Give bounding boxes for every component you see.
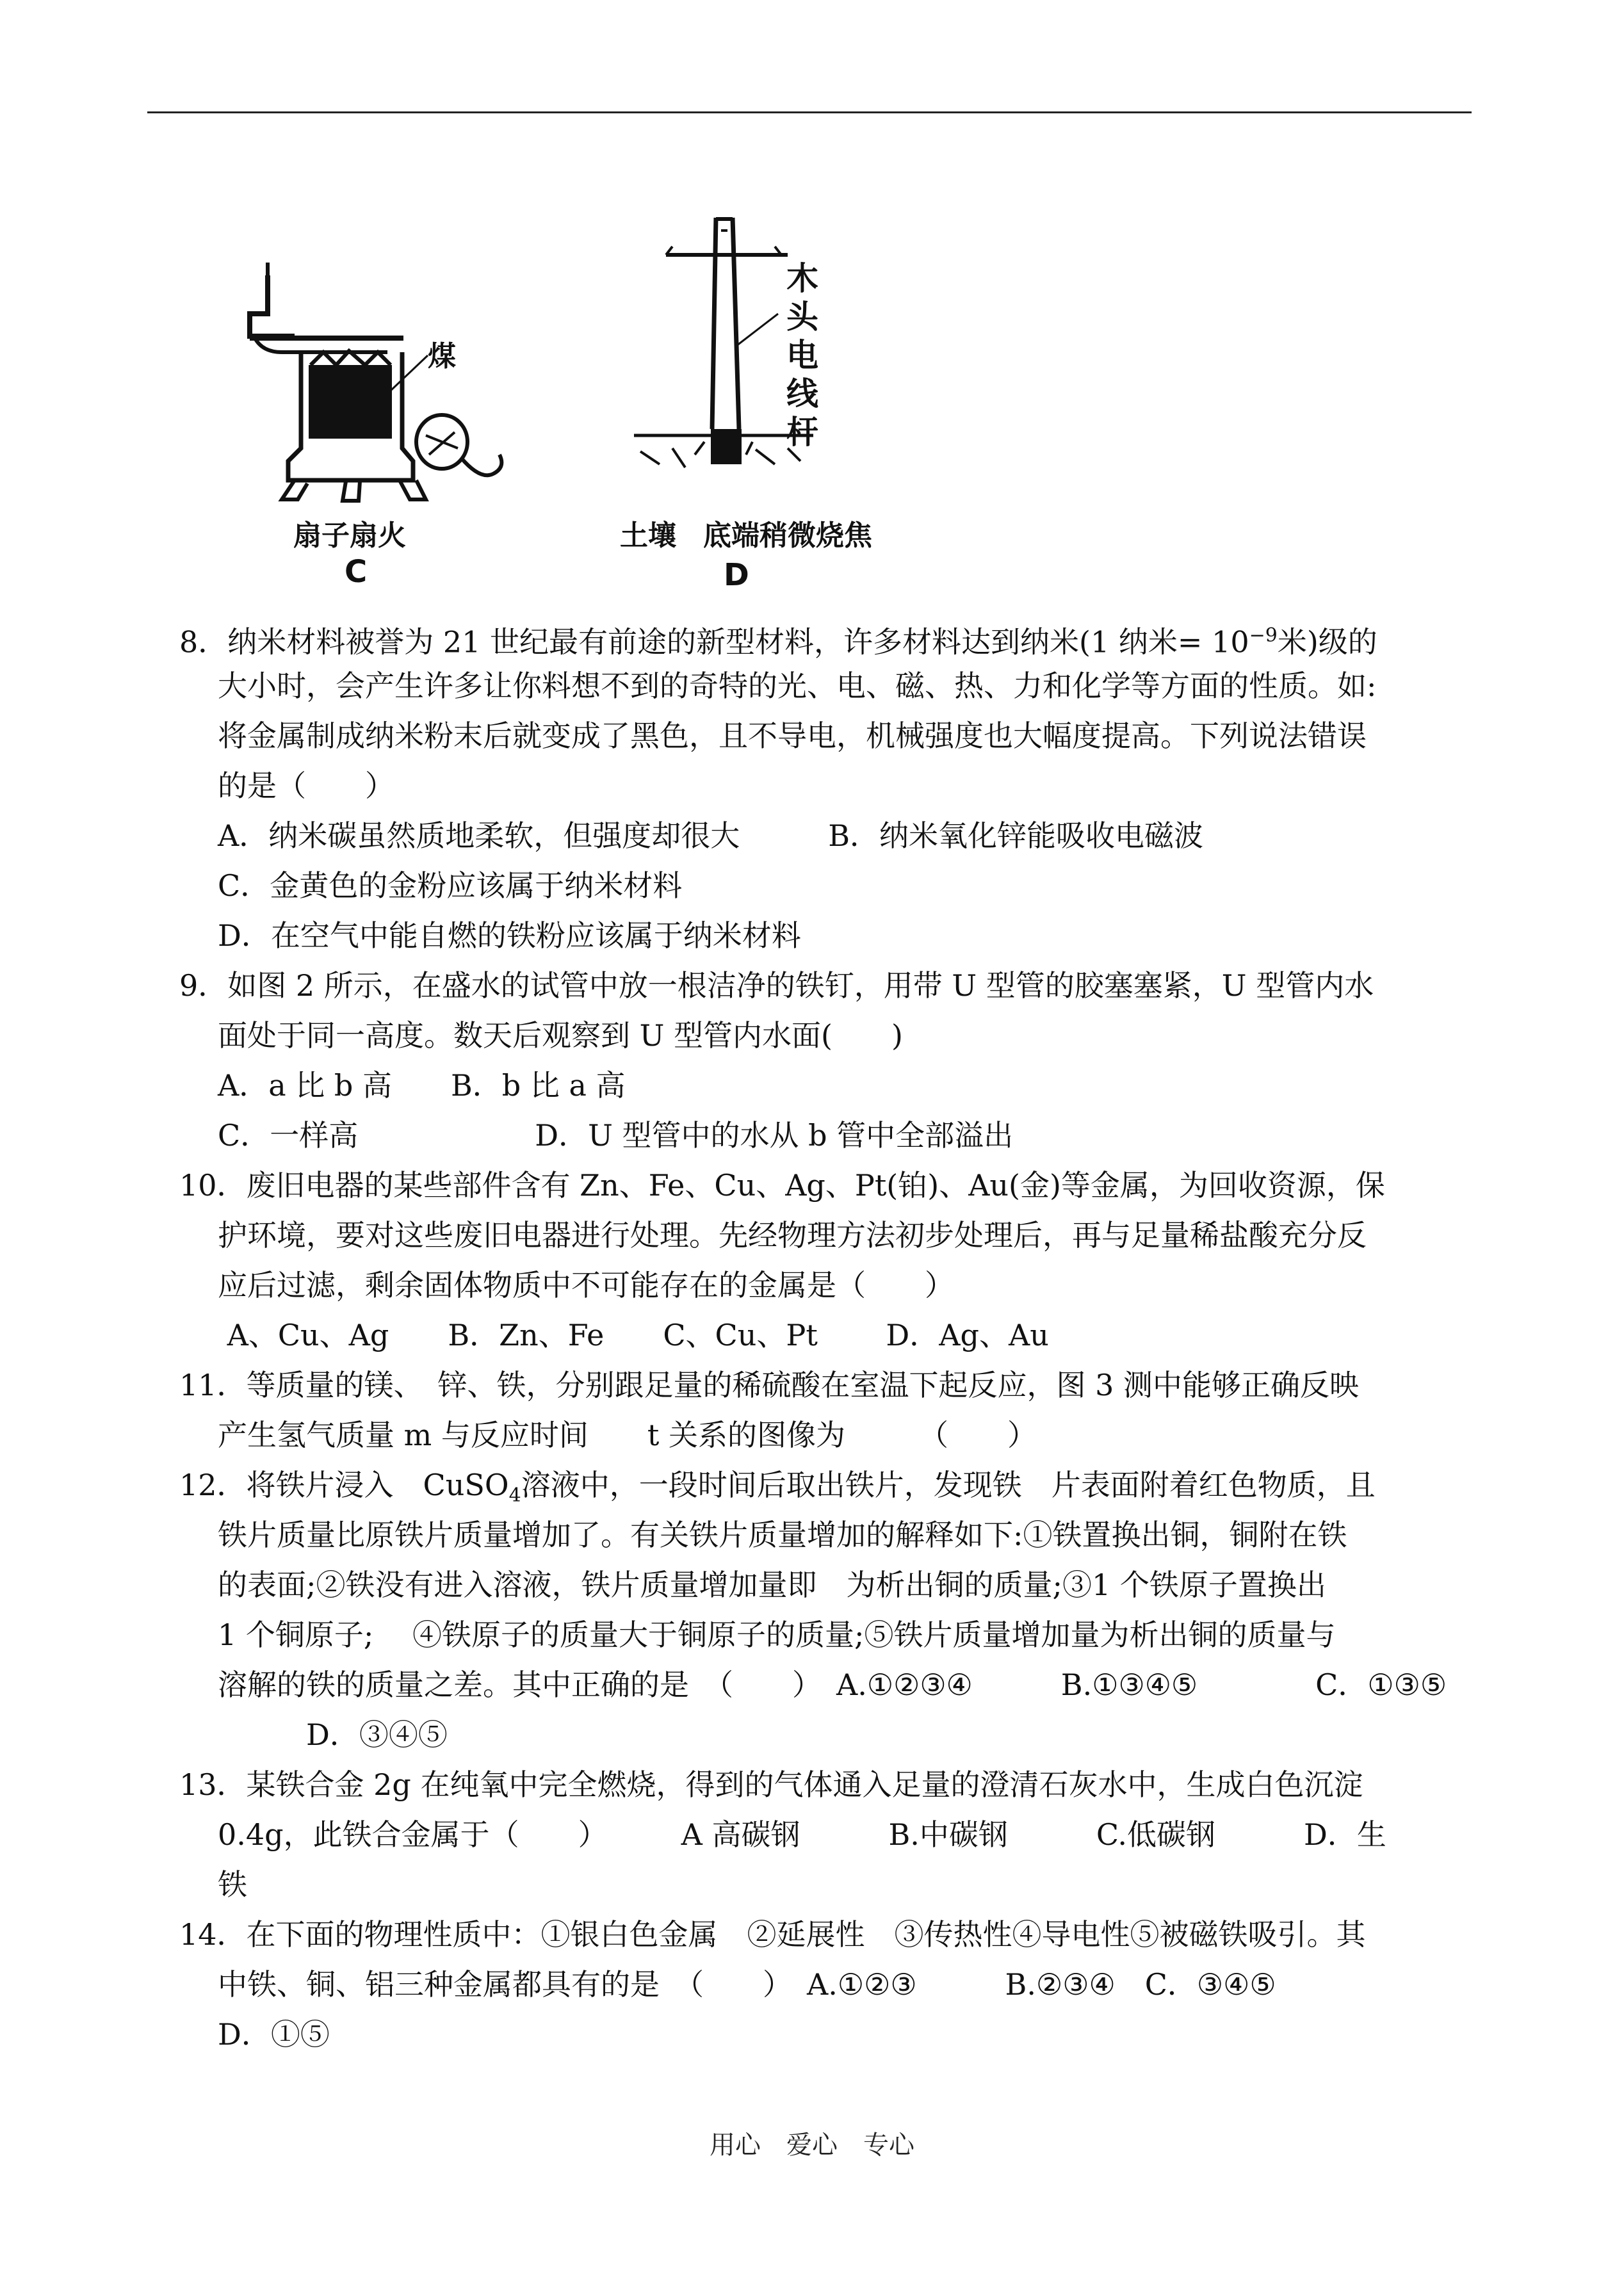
q12-line-3: 的表面;②铁没有进入溶液，铁片质量增加量即 为析出铜的质量;③1 个铁原子置换出 [218, 1568, 1326, 1602]
charred-bottom-label: 底端稍微烧焦 [703, 519, 872, 552]
q11-text-1: 等质量的镁、 锌、铁，分别跟足量的稀硫酸在室温下起反应，图 3 测中能够正确反映 [246, 1368, 1360, 1402]
q8-option-d: D．在空气中能自燃的铁粉应该属于纳米材料 [218, 918, 801, 953]
q12-line-1 [179, 1467, 1376, 1514]
q10-number: 10． [179, 1168, 247, 1203]
q14-number: 14． [179, 1917, 247, 1952]
q10-line-2: 护环境，要对这些废旧电器进行处理。先经物理方法初步处理后，再与足量稀盐酸充分反 [218, 1218, 1367, 1253]
figure-d [615, 211, 935, 596]
q12-line-2: 铁片质量比原铁片质量增加了。有关铁片质量增加的解释如下:①铁置换出铜，铜附在铁 [218, 1518, 1347, 1552]
q12-line-4: 1 个铜原子; ④铁原子的质量大于铜原子的质量;⑤铁片质量增加量为析出铜的质量与 [218, 1618, 1336, 1652]
q10-text-1: 废旧电器的某些部件含有 Zn、Fe、Cu、Ag、Pt(铂)、Au(金)等金属，为回收资源，保 [246, 1168, 1385, 1203]
q12-line-5: 溶解的铁的质量之差。其中正确的是 （ ） A.①②③④ B.①③④⑤ C．①③⑤ [218, 1667, 1447, 1702]
q9-option-ab: A．a 比 b 高 B．b 比 a 高 [218, 1068, 626, 1103]
q8-text-1b: 米)级的 [1277, 624, 1377, 660]
q13-line-3: 铁 [218, 1867, 247, 1902]
q8-line-3: 将金属制成纳米粉末后就变成了黑色，且不导电，机械强度也大幅度提高。下列说法错误 [218, 718, 1367, 753]
q8-line-4: 的是（ ） [218, 768, 394, 803]
pole-label-vertical: 木头电线杆 [786, 260, 818, 451]
q10-line-1 [179, 1167, 1385, 1203]
q10-line-3: 应后过滤，剩余固体物质中不可能存在的金属是（ ） [218, 1268, 954, 1302]
q14-line-1 [179, 1917, 1366, 1952]
figure-c-letter: C [345, 554, 368, 590]
q13-number: 13． [179, 1767, 247, 1802]
figure-c-caption: 扇子扇火 [293, 519, 406, 552]
figure-d-letter: D [724, 557, 749, 593]
q12-number: 12． [179, 1468, 247, 1502]
q13-line-1 [179, 1767, 1363, 1803]
coal-label: 煤 [428, 340, 456, 373]
q14-line-3: D．①⑤ [218, 2017, 330, 2052]
q12-text-1b: 溶液中，一段时间后取出铁片，发现铁 片表面附着红色物质，且 [521, 1468, 1376, 1502]
coal-stove-illustration [237, 263, 538, 519]
q8-option-c: C．金黄色的金粉应该属于纳米材料 [218, 868, 683, 903]
q13-line-2: 0.4g，此铁合金属于（ ） A 高碳钢 B.中碳钢 C.低碳钢 D．生 [218, 1817, 1386, 1852]
header-rule [147, 111, 1472, 113]
q12-line-6: D．③④⑤ [218, 1717, 448, 1752]
q8-line-2: 大小时，会产生许多让你料想不到的奇特的光、电、磁、热、力和化学等方面的性质。如: [218, 669, 1377, 703]
figure-c [237, 263, 538, 596]
q11-line-1 [179, 1367, 1359, 1403]
q14-line-2: 中铁、铜、铝三种金属都具有的是 （ ） A.①②③ B.②③④ C．③④⑤ [218, 1967, 1276, 2002]
q9-text-1: 如图 2 所示，在盛水的试管中放一根洁净的铁钉，用带 U 型管的胶塞塞紧，U 型管内水 [227, 968, 1374, 1003]
q9-number: 9． [179, 968, 228, 1003]
q10-options: A、Cu、Ag B．Zn、Fe C、Cu、Pt D．Ag、Au [218, 1318, 1049, 1352]
q8-text-1: 纳米材料被誉为 21 世纪最有前途的新型材料，许多材料达到纳米(1 纳米= 10 [227, 624, 1249, 660]
q8-superscript: −9 [1249, 624, 1278, 647]
q9-line-2: 面处于同一高度。数天后观察到 U 型管内水面( ) [218, 1018, 903, 1053]
q12-subscript: 4 [508, 1484, 521, 1507]
q13-text-1: 某铁合金 2g 在纯氧中完全燃烧，得到的气体通入足量的澄清石灰水中，生成白色沉淀 [246, 1767, 1363, 1802]
q9-option-cd: C．一样高 D．U 型管中的水从 b 管中全部溢出 [218, 1118, 1014, 1153]
q8-line-1 [179, 618, 1377, 660]
q11-number: 11． [179, 1368, 247, 1402]
q12-text-1a: 将铁片浸入 CuSO [246, 1468, 509, 1502]
page-footer: 用心 爱心 专心 [710, 2130, 914, 2160]
q14-text-1: 在下面的物理性质中：①银白色金属 ②延展性 ③传热性④导电性⑤被磁铁吸引。其 [246, 1917, 1366, 1952]
q9-line-1 [179, 968, 1374, 1003]
q8-option-ab: A．纳米碳虽然质地柔软，但强度却很大 B．纳米氧化锌能吸收电磁波 [218, 818, 1204, 853]
q8-number: 8． [179, 624, 228, 660]
q11-line-2: 产生氢气质量 m 与反应时间 t 关系的图像为 （ ） [218, 1418, 1037, 1452]
soil-label: 土壤 [620, 519, 676, 552]
